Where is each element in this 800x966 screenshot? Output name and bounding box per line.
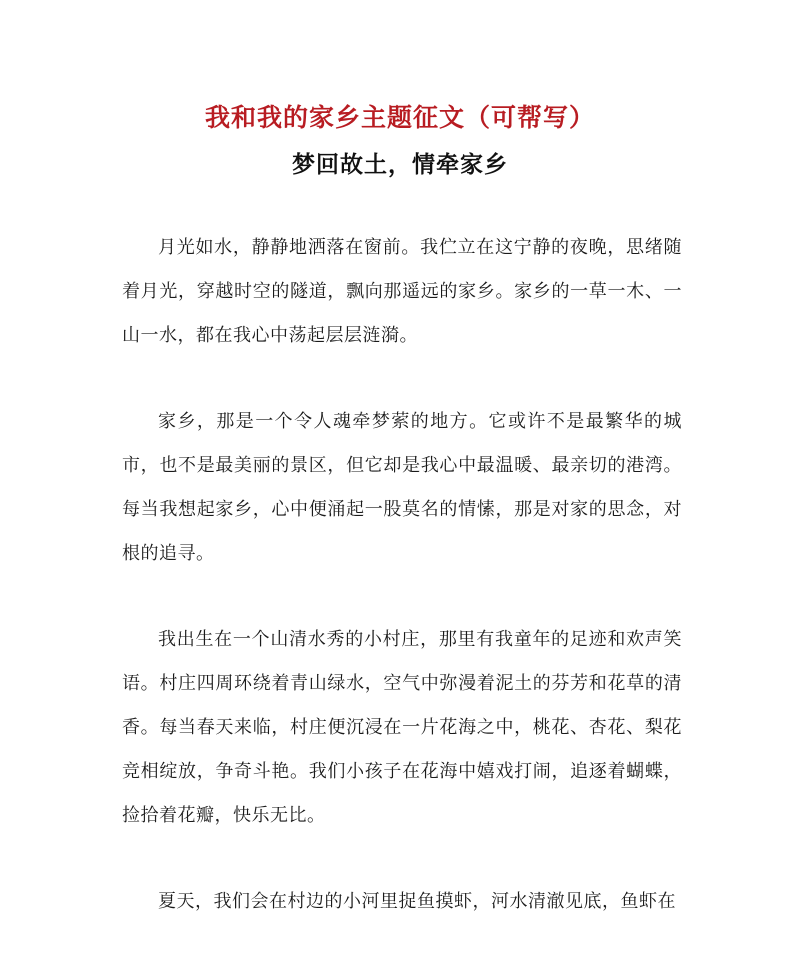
document-title: 我和我的家乡主题征文（可帮写）	[204, 103, 595, 132]
paragraph: 夏天，我们会在村边的小河里捉鱼摸虾，河水清澈见底，鱼虾在	[158, 891, 676, 912]
paragraph: 家乡，那是一个令人魂牵梦萦的地方。它或许不是最繁华的城市，也不是最美丽的景区，但它却是我心中最温暖、最亲切的港湾。每当我想起家乡，心中便涌起一股莫名的情愫，那是对家的思念，对根的追寻。	[122, 411, 682, 564]
paragraph: 我出生在一个山清水秀的小村庄，那里有我童年的足迹和欢声笑语。村庄四周环绕着青山绿水，空气中弥漫着泥土的芬芳和花草的清香。每当春天来临，村庄便沉浸在一片花海之中，桃花、杏花、梨花竞相绽放，争奇斗艳。我们小孩子在花海中嬉戏打闹，追逐着蝴蝶，捡拾着花瓣，快乐无比。	[122, 629, 682, 826]
document-body	[122, 226, 682, 966]
document-subtitle: 梦回故土，情牵家乡	[292, 151, 508, 178]
paragraph: 月光如水，静静地洒落在窗前。我伫立在这宁静的夜晚，思绪随着月光，穿越时空的隧道，飘向那遥远的家乡。家乡的一草一木、一山一水，都在我心中荡起层层涟漪。	[122, 237, 682, 346]
